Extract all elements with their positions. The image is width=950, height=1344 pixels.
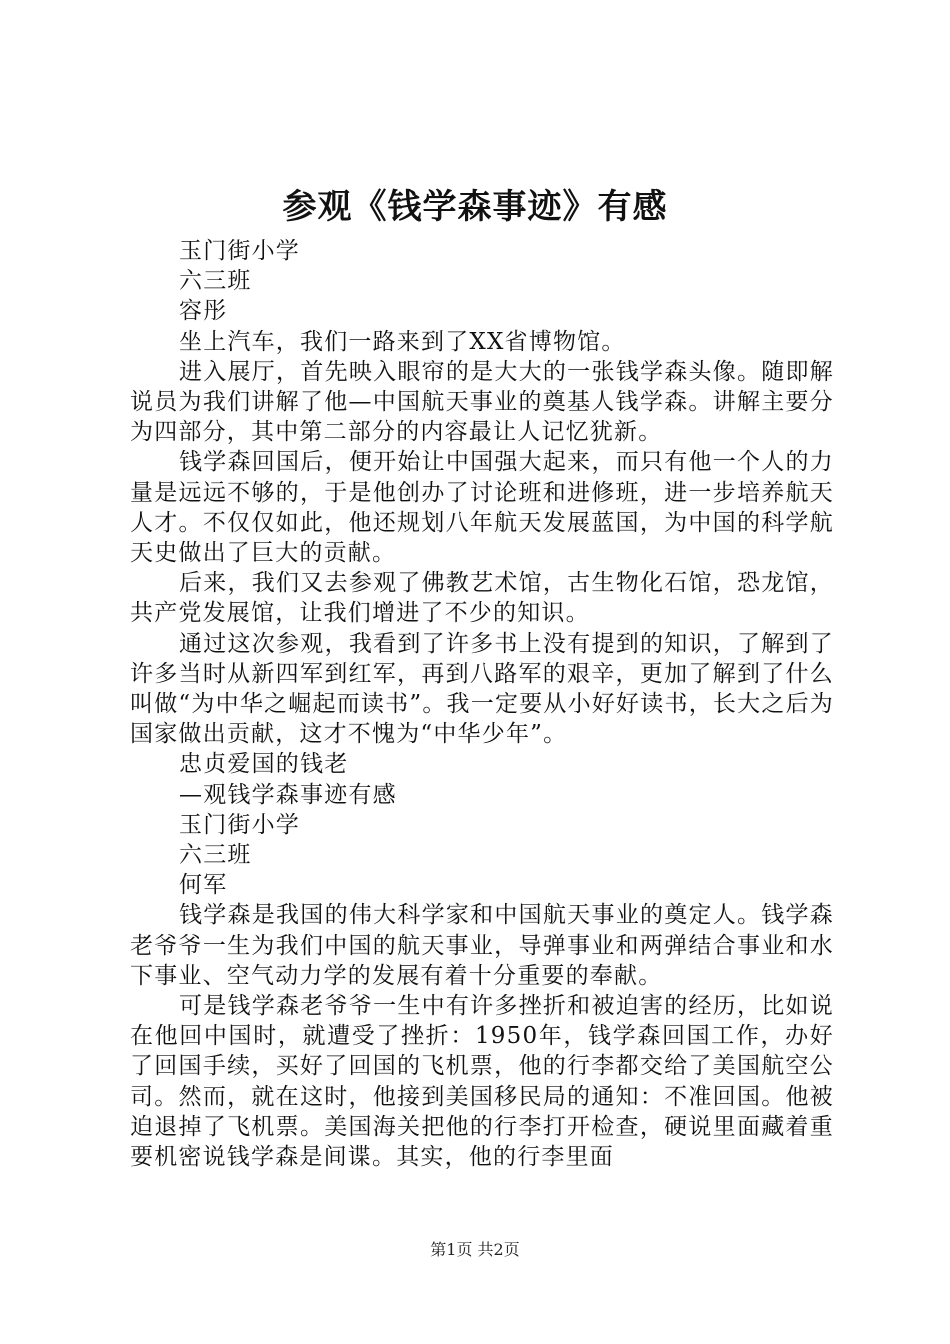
page-footer: 第1页 共2页	[430, 1240, 520, 1259]
paragraph: 钱学森是我国的伟大科学家和中国航天事业的奠定人。钱学森老爷爷一生为我们中国的航天事业，导弹事业和两弹结合事业和水下事业、空气动力学的发展有着十分重要的奉献。	[130, 902, 834, 989]
document-body	[130, 236, 834, 1172]
paragraph: 进入展厅，首先映入眼帘的是大大的一张钱学森头像。随即解说员为我们讲解了他—中国航天事业的奠基人钱学森。讲解主要分为四部分，其中第二部分的内容最让人记忆犹新。	[130, 358, 834, 446]
author-name: 何军	[179, 872, 228, 899]
second-essay-subtitle: —观钱学森事迹有感	[179, 781, 397, 808]
author-school: 玉门街小学	[179, 238, 300, 264]
paragraph: 通过这次参观，我看到了许多书上没有提到的知识，了解到了许多当时从新四军到红军，再到八路军的艰辛，更加了解到了什么叫做“为中华之崛起而读书”。我一定要从小好好读书，长大之后为国家做出贡献，这才不愧为“中华少年”。	[130, 630, 834, 748]
author-class: 六三班	[179, 842, 252, 869]
paragraph: 可是钱学森老爷爷一生中有许多挫折和被迫害的经历，比如说在他回中国时，就遭受了挫折：1950年，钱学森回国工作，办好了回国手续，买好了回国的飞机票，他的行李都交给了美国航空公司。然而，就在这时，他接到美国移民局的通知：不准回国。他被迫退掉了飞机票。美国海关把他的行李打开检查，硬说里面藏着重要机密说钱学森是间谍。其实，他的行李里面	[130, 993, 834, 1171]
paragraph: 钱学森回国后，便开始让中国强大起来，而只有他一个人的力量是远远不够的，于是他创办了讨论班和进修班，进一步培养航天人才。不仅仅如此，他还规划八年航天发展蓝国，为中国的科学航天史做出了巨大的贡献。	[130, 449, 834, 567]
paragraph: 后来，我们又去参观了佛教艺术馆，古生物化石馆，恐龙馆，共产党发展馆，让我们增进了不少的知识。	[130, 570, 834, 627]
author-school: 玉门街小学	[179, 811, 300, 838]
paragraph: 坐上汽车，我们一路来到了XX省博物馆。	[179, 328, 626, 355]
author-name: 容彤	[179, 298, 228, 325]
author-class: 六三班	[179, 268, 252, 295]
second-essay-title: 忠贞爱国的钱老	[179, 751, 349, 778]
document-title: 参观《钱学森事迹》有感	[282, 187, 668, 227]
